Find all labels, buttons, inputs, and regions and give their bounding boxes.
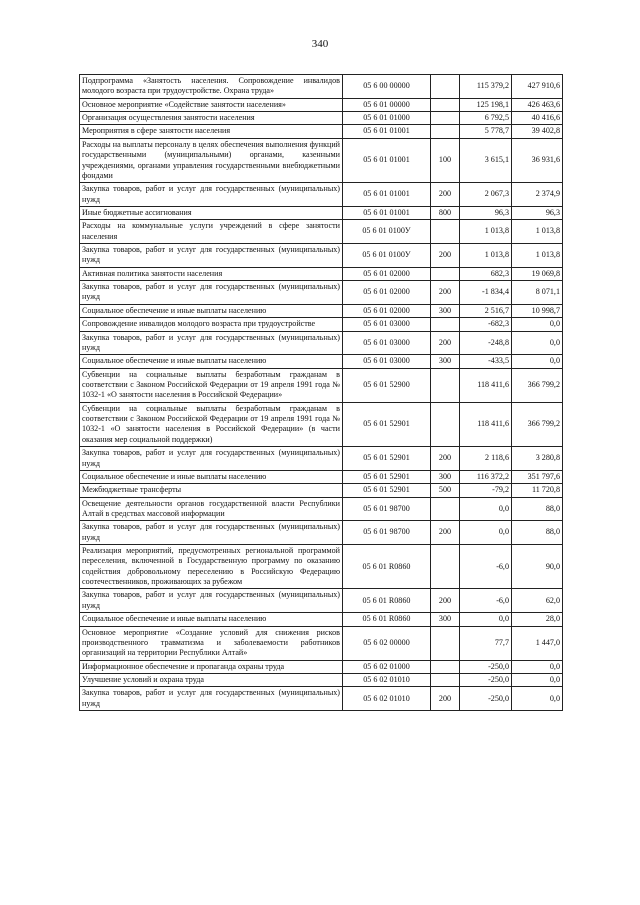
row-expense-type-cell [431, 497, 460, 521]
row-name-cell: Закупка товаров, работ и услуг для государственных (муниципальных) нужд [80, 183, 343, 207]
table-row [80, 660, 563, 673]
row-expense-type-cell: 200 [431, 183, 460, 207]
row-expense-type-cell [431, 673, 460, 686]
row-amount-total-cell: 36 931,6 [512, 138, 563, 182]
row-amount-total-cell: 366 799,2 [512, 368, 563, 402]
row-name-cell: Основное мероприятие «Содействие занятости населения» [80, 98, 343, 111]
row-amount-total-cell: 10 998,7 [512, 304, 563, 317]
row-code-cell: 05 6 01 02000 [343, 304, 431, 317]
table-row [80, 545, 563, 589]
table-row [80, 589, 563, 613]
row-expense-type-cell [431, 402, 460, 446]
row-expense-type-cell [431, 267, 460, 280]
row-expense-type-cell [431, 125, 460, 138]
page-number: 340 [311, 38, 329, 50]
row-code-cell: 05 6 01 01001 [343, 138, 431, 182]
row-code-cell: 05 6 01 01001 [343, 125, 431, 138]
row-amount-change-cell: 125 198,1 [460, 98, 512, 111]
row-name-cell: Закупка товаров, работ и услуг для государственных (муниципальных) нужд [80, 281, 343, 305]
row-amount-change-cell: -250,0 [460, 660, 512, 673]
row-amount-change-cell: -250,0 [460, 687, 512, 711]
row-name-cell: Закупка товаров, работ и услуг для государственных (муниципальных) нужд [80, 521, 343, 545]
row-amount-change-cell: 116 372,2 [460, 470, 512, 483]
table-row [80, 626, 563, 660]
table-row [80, 497, 563, 521]
row-name-cell: Информационное обеспечение и пропаганда охраны труда [80, 660, 343, 673]
row-name-cell: Иные бюджетные ассигнования [80, 206, 343, 219]
row-amount-total-cell: 39 402,8 [512, 125, 563, 138]
row-expense-type-cell [431, 75, 460, 99]
row-amount-total-cell: 0,0 [512, 355, 563, 368]
row-expense-type-cell: 200 [431, 687, 460, 711]
row-code-cell: 05 6 01 52901 [343, 447, 431, 471]
row-code-cell: 05 6 01 52900 [343, 368, 431, 402]
row-amount-change-cell: -682,3 [460, 318, 512, 331]
row-code-cell: 05 6 00 00000 [343, 75, 431, 99]
row-name-cell: Улучшение условий и охрана труда [80, 673, 343, 686]
row-code-cell: 05 6 01 01001 [343, 206, 431, 219]
row-amount-change-cell: 77,7 [460, 626, 512, 660]
row-amount-change-cell: 96,3 [460, 206, 512, 219]
row-expense-type-cell [431, 660, 460, 673]
row-code-cell: 05 6 01 02000 [343, 267, 431, 280]
row-code-cell: 05 6 01 52901 [343, 402, 431, 446]
row-name-cell: Реализация мероприятий, предусмотренных региональной программой переселения, включенной в Государственную программу по оказанию содействия добровольному переселению в Российскую Федерацию соотечественников, проживающих за рубежом [80, 545, 343, 589]
row-amount-change-cell: 118 411,6 [460, 402, 512, 446]
row-code-cell: 05 6 01 98700 [343, 521, 431, 545]
row-amount-change-cell: -248,8 [460, 331, 512, 355]
row-amount-change-cell: 115 379,2 [460, 75, 512, 99]
table-row [80, 206, 563, 219]
row-name-cell: Субвенции на социальные выплаты безработным гражданам в соответствии с Законом Российской Федерации от 19 апреля 1991 года № 1032-1 «О занятости населения в Российской Федерации» (в части оказания мер социальной поддержки) [80, 402, 343, 446]
table-row [80, 673, 563, 686]
row-amount-total-cell: 8 071,1 [512, 281, 563, 305]
row-amount-change-cell: 1 013,8 [460, 244, 512, 268]
row-expense-type-cell: 200 [431, 589, 460, 613]
row-amount-total-cell: 427 910,6 [512, 75, 563, 99]
row-expense-type-cell: 200 [431, 521, 460, 545]
row-code-cell: 05 6 01 R0860 [343, 589, 431, 613]
table-row [80, 244, 563, 268]
row-expense-type-cell [431, 220, 460, 244]
row-name-cell: Организация осуществления занятости населения [80, 112, 343, 125]
row-expense-type-cell [431, 318, 460, 331]
row-amount-total-cell: 96,3 [512, 206, 563, 219]
row-name-cell: Подпрограмма «Занятость населения. Сопровождение инвалидов молодого возраста при трудоустройстве. Охрана труда» [80, 75, 343, 99]
row-code-cell: 05 6 01 R0860 [343, 545, 431, 589]
row-expense-type-cell [431, 545, 460, 589]
row-amount-change-cell: 3 615,1 [460, 138, 512, 182]
row-expense-type-cell: 200 [431, 281, 460, 305]
row-name-cell: Расходы на выплаты персоналу в целях обеспечения выполнения функций государственными (муниципальными) органами, казенными учреждениями, органами управления государственными внебюджетными фондами [80, 138, 343, 182]
row-amount-total-cell: 88,0 [512, 521, 563, 545]
table-row [80, 318, 563, 331]
row-name-cell: Активная политика занятости населения [80, 267, 343, 280]
row-amount-change-cell: 2 067,3 [460, 183, 512, 207]
table-row [80, 331, 563, 355]
row-name-cell: Закупка товаров, работ и услуг для государственных (муниципальных) нужд [80, 244, 343, 268]
row-expense-type-cell: 300 [431, 355, 460, 368]
table-row [80, 220, 563, 244]
row-amount-change-cell: 6 792,5 [460, 112, 512, 125]
table-row [80, 112, 563, 125]
row-expense-type-cell [431, 112, 460, 125]
budget-table-body [80, 75, 563, 711]
row-expense-type-cell [431, 368, 460, 402]
row-code-cell: 05 6 01 03000 [343, 318, 431, 331]
row-expense-type-cell: 200 [431, 447, 460, 471]
row-amount-change-cell: -6,0 [460, 545, 512, 589]
row-expense-type-cell: 800 [431, 206, 460, 219]
row-amount-total-cell: 3 280,8 [512, 447, 563, 471]
row-amount-change-cell: 1 013,8 [460, 220, 512, 244]
row-expense-type-cell: 500 [431, 484, 460, 497]
row-amount-total-cell: 1 013,8 [512, 220, 563, 244]
budget-table [79, 74, 563, 711]
row-expense-type-cell: 300 [431, 304, 460, 317]
table-row [80, 402, 563, 446]
row-code-cell: 05 6 01 02000 [343, 281, 431, 305]
row-name-cell: Межбюджетные трансферты [80, 484, 343, 497]
row-code-cell: 05 6 01 00000 [343, 98, 431, 111]
row-code-cell: 05 6 01 52901 [343, 470, 431, 483]
row-expense-type-cell: 300 [431, 613, 460, 626]
row-amount-change-cell: 0,0 [460, 613, 512, 626]
table-row [80, 267, 563, 280]
row-amount-change-cell: -79,2 [460, 484, 512, 497]
row-code-cell: 05 6 01 01000 [343, 112, 431, 125]
row-code-cell: 05 6 02 01000 [343, 660, 431, 673]
row-amount-total-cell: 88,0 [512, 497, 563, 521]
table-row [80, 521, 563, 545]
row-code-cell: 05 6 01 03000 [343, 331, 431, 355]
row-amount-change-cell: -6,0 [460, 589, 512, 613]
row-code-cell: 05 6 02 00000 [343, 626, 431, 660]
row-amount-change-cell: 2 516,7 [460, 304, 512, 317]
row-expense-type-cell: 100 [431, 138, 460, 182]
table-row [80, 368, 563, 402]
row-name-cell: Социальное обеспечение и иные выплаты населению [80, 355, 343, 368]
row-amount-total-cell: 90,0 [512, 545, 563, 589]
table-row [80, 281, 563, 305]
row-expense-type-cell: 200 [431, 331, 460, 355]
row-amount-change-cell: 0,0 [460, 521, 512, 545]
row-amount-total-cell: 19 069,8 [512, 267, 563, 280]
row-expense-type-cell: 300 [431, 470, 460, 483]
row-amount-total-cell: 0,0 [512, 318, 563, 331]
row-code-cell: 05 6 01 03000 [343, 355, 431, 368]
row-amount-total-cell: 351 797,6 [512, 470, 563, 483]
row-name-cell: Закупка товаров, работ и услуг для государственных (муниципальных) нужд [80, 589, 343, 613]
table-row [80, 98, 563, 111]
row-code-cell: 05 6 02 01010 [343, 673, 431, 686]
row-code-cell: 05 6 01 01001 [343, 183, 431, 207]
row-amount-total-cell: 0,0 [512, 687, 563, 711]
row-expense-type-cell: 200 [431, 244, 460, 268]
table-row [80, 75, 563, 99]
row-amount-total-cell: 28,0 [512, 613, 563, 626]
row-amount-total-cell: 426 463,6 [512, 98, 563, 111]
table-row [80, 304, 563, 317]
table-row [80, 447, 563, 471]
row-code-cell: 05 6 01 98700 [343, 497, 431, 521]
row-amount-change-cell: 118 411,6 [460, 368, 512, 402]
row-code-cell: 05 6 01 0100У [343, 244, 431, 268]
row-expense-type-cell [431, 98, 460, 111]
row-amount-change-cell: 2 118,6 [460, 447, 512, 471]
row-code-cell: 05 6 01 R0860 [343, 613, 431, 626]
row-name-cell: Закупка товаров, работ и услуг для государственных (муниципальных) нужд [80, 687, 343, 711]
row-amount-change-cell: 682,3 [460, 267, 512, 280]
row-amount-total-cell: 40 416,6 [512, 112, 563, 125]
row-amount-total-cell: 0,0 [512, 673, 563, 686]
row-name-cell: Субвенции на социальные выплаты безработным гражданам в соответствии с Законом Российской Федерации от 19 апреля 1991 года № 1032-1 «О занятости населения в Российской Федерации» [80, 368, 343, 402]
row-amount-total-cell: 62,0 [512, 589, 563, 613]
row-name-cell: Расходы на коммунальные услуги учреждений в сфере занятости населения [80, 220, 343, 244]
row-code-cell: 05 6 02 01010 [343, 687, 431, 711]
row-name-cell: Мероприятия в сфере занятости населения [80, 125, 343, 138]
row-amount-total-cell: 2 374,9 [512, 183, 563, 207]
table-row [80, 183, 563, 207]
row-amount-total-cell: 366 799,2 [512, 402, 563, 446]
row-name-cell: Основное мероприятие «Создание условий для снижения рисков производственного травматизма и заболеваемости работников организаций на территории Республики Алтай» [80, 626, 343, 660]
row-name-cell: Освещение деятельности органов государственной власти Республики Алтай в средствах массовой информации [80, 497, 343, 521]
row-expense-type-cell [431, 626, 460, 660]
row-amount-change-cell: -250,0 [460, 673, 512, 686]
row-name-cell: Социальное обеспечение и иные выплаты населению [80, 304, 343, 317]
row-code-cell: 05 6 01 0100У [343, 220, 431, 244]
table-row [80, 125, 563, 138]
row-amount-total-cell: 0,0 [512, 660, 563, 673]
row-amount-total-cell: 11 720,8 [512, 484, 563, 497]
table-row [80, 355, 563, 368]
row-name-cell: Социальное обеспечение и иные выплаты населению [80, 470, 343, 483]
table-row [80, 484, 563, 497]
row-amount-change-cell: 0,0 [460, 497, 512, 521]
row-name-cell: Социальное обеспечение и иные выплаты населению [80, 613, 343, 626]
row-amount-total-cell: 1 013,8 [512, 244, 563, 268]
row-amount-change-cell: -1 834,4 [460, 281, 512, 305]
table-row [80, 138, 563, 182]
row-code-cell: 05 6 01 52901 [343, 484, 431, 497]
row-name-cell: Сопровождение инвалидов молодого возраста при трудоустройстве [80, 318, 343, 331]
row-amount-change-cell: -433,5 [460, 355, 512, 368]
row-name-cell: Закупка товаров, работ и услуг для государственных (муниципальных) нужд [80, 331, 343, 355]
table-row [80, 613, 563, 626]
table-row [80, 470, 563, 483]
row-amount-total-cell: 1 447,0 [512, 626, 563, 660]
table-row [80, 687, 563, 711]
row-amount-change-cell: 5 778,7 [460, 125, 512, 138]
row-name-cell: Закупка товаров, работ и услуг для государственных (муниципальных) нужд [80, 447, 343, 471]
row-amount-total-cell: 0,0 [512, 331, 563, 355]
